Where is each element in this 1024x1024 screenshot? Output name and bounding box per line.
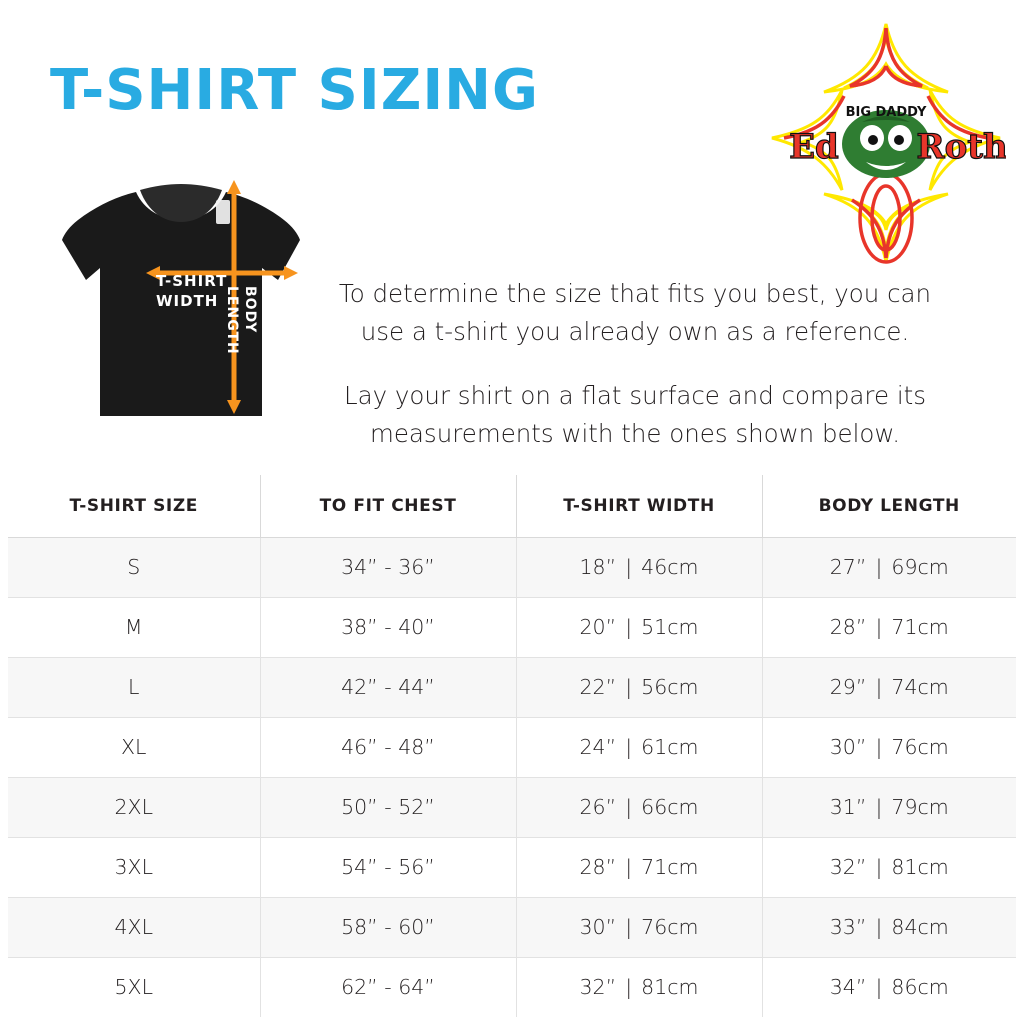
column-header-length: BODY LENGTH xyxy=(762,475,1016,537)
cell-chest: 50” - 52” xyxy=(260,777,516,837)
table-row xyxy=(8,837,1016,897)
cell-chest: 62” - 64” xyxy=(260,957,516,1017)
cell-size: 5XL xyxy=(8,957,260,1017)
cell-width: 30” | 76cm xyxy=(516,897,762,957)
column-header-chest: TO FIT CHEST xyxy=(260,475,516,537)
table-row xyxy=(8,717,1016,777)
cell-size: 2XL xyxy=(8,777,260,837)
shirt-illustration xyxy=(48,168,328,438)
cell-width: 24” | 61cm xyxy=(516,717,762,777)
cell-size: 4XL xyxy=(8,897,260,957)
cell-size: L xyxy=(8,657,260,717)
logo-brand-top: BIG DADDY xyxy=(845,105,927,120)
shirt-diagram xyxy=(48,168,328,438)
table-body xyxy=(8,537,1016,1017)
cell-width: 22” | 56cm xyxy=(516,657,762,717)
cell-width: 32” | 81cm xyxy=(516,957,762,1017)
label-body-length-line1: BODY xyxy=(242,286,258,334)
cell-size: M xyxy=(8,597,260,657)
cell-length: 29” | 74cm xyxy=(762,657,1016,717)
table-row xyxy=(8,897,1016,957)
logo-brand-left: Ed xyxy=(789,127,839,167)
page-title: T-SHIRT SIZING xyxy=(50,58,539,123)
label-shirt-width-line2: WIDTH xyxy=(156,292,219,310)
cell-size: XL xyxy=(8,717,260,777)
brand-logo-icon xyxy=(766,18,1006,268)
cell-length: 34” | 86cm xyxy=(762,957,1016,1017)
table-header-row xyxy=(8,475,1016,537)
cell-length: 27” | 69cm xyxy=(762,537,1016,597)
brand-logo xyxy=(766,18,1006,268)
intro-paragraph-2: Lay your shirt on a flat surface and compare its measurements with the ones shown below. xyxy=(343,381,927,448)
table-row xyxy=(8,597,1016,657)
cell-length: 31” | 79cm xyxy=(762,777,1016,837)
cell-size: S xyxy=(8,537,260,597)
cell-chest: 46” - 48” xyxy=(260,717,516,777)
cell-length: 32” | 81cm xyxy=(762,837,1016,897)
cell-size: 3XL xyxy=(8,837,260,897)
cell-width: 20” | 51cm xyxy=(516,597,762,657)
table-row xyxy=(8,657,1016,717)
intro-text xyxy=(330,275,940,453)
cell-chest: 34” - 36” xyxy=(260,537,516,597)
size-table xyxy=(8,475,1016,1017)
cell-chest: 42” - 44” xyxy=(260,657,516,717)
intro-paragraph-1: To determine the size that fits you best, you can use a t-shirt you already own as a reference. xyxy=(338,279,932,346)
cell-width: 28” | 71cm xyxy=(516,837,762,897)
cell-length: 33” | 84cm xyxy=(762,897,1016,957)
table-row xyxy=(8,777,1016,837)
logo-brand-right: Roth xyxy=(916,127,1006,167)
cell-length: 28” | 71cm xyxy=(762,597,1016,657)
cell-chest: 58” - 60” xyxy=(260,897,516,957)
label-body-length-line2: LENGTH xyxy=(224,286,240,355)
table-row xyxy=(8,537,1016,597)
table-row xyxy=(8,957,1016,1017)
cell-chest: 54” - 56” xyxy=(260,837,516,897)
column-header-size: T-SHIRT SIZE xyxy=(8,475,260,537)
cell-chest: 38” - 40” xyxy=(260,597,516,657)
column-header-width: T-SHIRT WIDTH xyxy=(516,475,762,537)
cell-width: 18” | 46cm xyxy=(516,537,762,597)
label-shirt-width-line1: T-SHIRT xyxy=(156,272,228,290)
cell-length: 30” | 76cm xyxy=(762,717,1016,777)
cell-width: 26” | 66cm xyxy=(516,777,762,837)
